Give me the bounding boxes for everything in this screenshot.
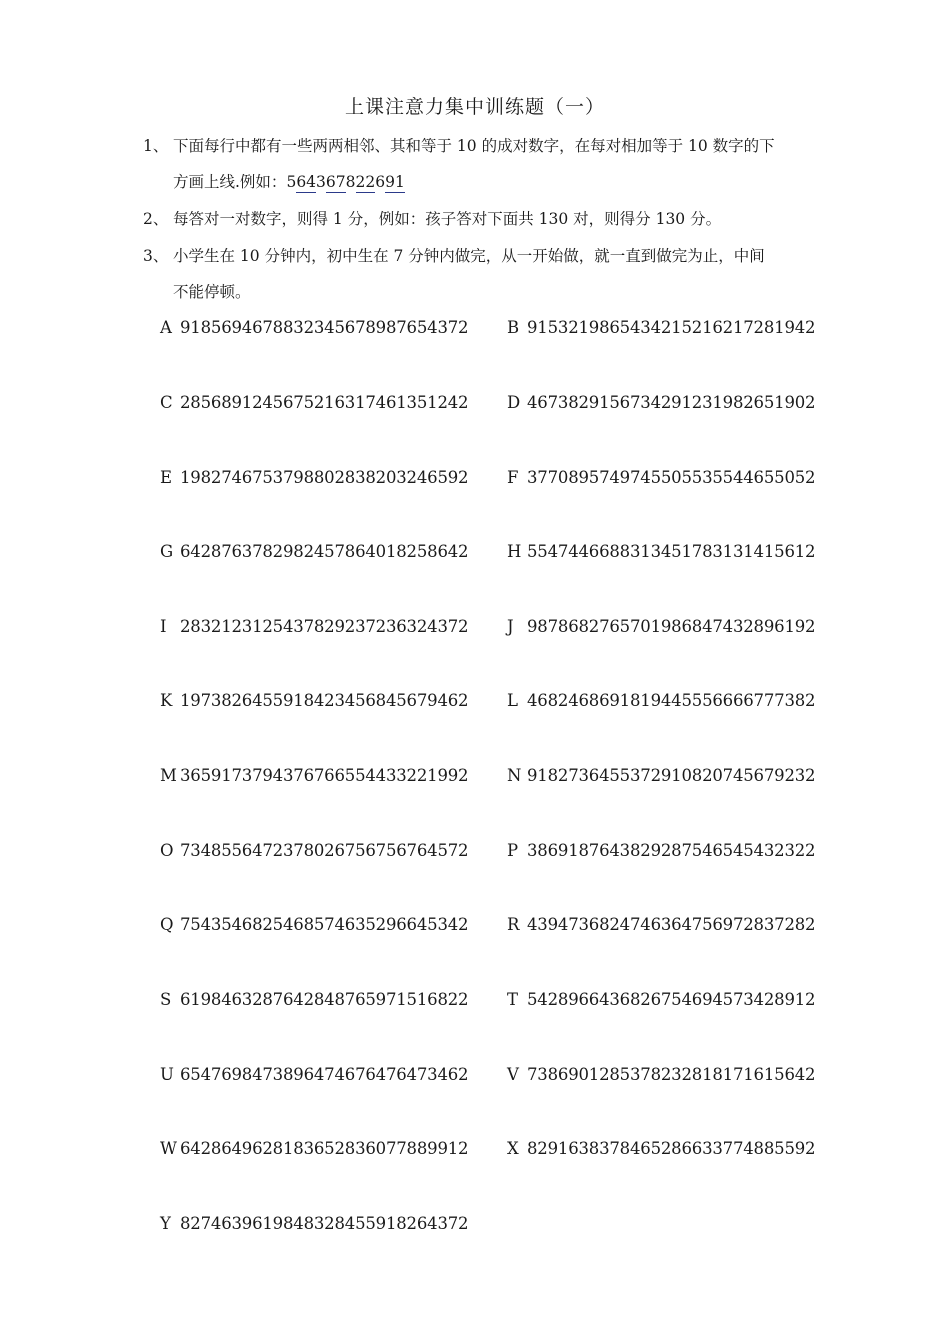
row-digits: 6198463287642848765971516822 (180, 990, 469, 1009)
row-digits: 2832123125437829237236324372 (180, 617, 469, 636)
row-digits: 5547446688313451783131415612 (527, 542, 816, 561)
instruction-2 (143, 201, 823, 237)
page-title: 上课注意力集中训练题（一） (344, 96, 605, 118)
digit-row-s (160, 990, 468, 1009)
row-letter: L (507, 691, 518, 710)
row-letter: B (507, 318, 519, 337)
row-digits: 7348556472378026756756764572 (180, 841, 469, 860)
digit-row-v (507, 1065, 815, 1084)
digit-row-d (507, 393, 815, 412)
instruction-text: 小学生在 10 分钟内，初中生在 7 分钟内做完，从一开始做，就一直到做完为止，中间 (173, 247, 765, 265)
row-letter: I (160, 617, 167, 636)
row-digits: 2856891245675216317461351242 (180, 393, 469, 412)
digit-row-j (507, 617, 815, 636)
row-letter: D (507, 393, 521, 412)
example-underlined-pair: 22 (355, 173, 376, 191)
row-digits: 1973826455918423456845679462 (180, 691, 469, 710)
row-letter: W (160, 1139, 177, 1158)
instruction-example-line (143, 164, 823, 200)
row-letter: C (160, 393, 173, 412)
row-digits: 3659173794376766554433221992 (180, 766, 469, 785)
example-digit: 6 (375, 173, 386, 191)
row-letter: O (160, 841, 174, 860)
row-digits: 4682468691819445556666777382 (527, 691, 816, 710)
row-digits: 1982746753798802838203246592 (180, 468, 469, 487)
digit-row-q (160, 915, 468, 934)
digit-row-o (160, 841, 468, 860)
row-letter: G (160, 542, 173, 561)
row-digits: 6547698473896474676476473462 (180, 1065, 469, 1084)
example-underlined-pair: 67 (325, 173, 346, 191)
row-letter: V (507, 1065, 519, 1084)
digit-row-e (160, 468, 468, 487)
digit-row-u (160, 1065, 468, 1084)
row-digits: 3869187643829287546545432322 (527, 841, 816, 860)
digit-row-x (507, 1139, 815, 1158)
instruction-text: 下面每行中都有一些两两相邻、其和等于 10 的成对数字，在每对相加等于 10 数字的下 (173, 137, 775, 155)
row-letter: P (507, 841, 518, 860)
example-digit: 8 (345, 173, 356, 191)
instruction-text: 每答对一对数字，则得 1 分，例如：孩子答对下面共 130 对，则得分 130 分。 (173, 210, 722, 228)
row-digits: 9153219865434215216217281942 (527, 318, 816, 337)
digit-row-c (160, 393, 468, 412)
example-underlined-pair: 91 (385, 173, 405, 191)
instruction-number: 1、 (143, 137, 169, 155)
instruction-1 (143, 128, 823, 200)
row-digits: 7386901285378232818171615642 (527, 1065, 816, 1084)
digit-row-m (160, 766, 468, 785)
digit-row-a (160, 318, 468, 337)
instruction-3 (143, 238, 823, 310)
row-letter: R (507, 915, 520, 934)
digit-row-n (507, 766, 815, 785)
digit-row-i (160, 617, 468, 636)
row-digits: 4394736824746364756972837282 (527, 915, 816, 934)
row-letter: J (507, 617, 514, 636)
row-digits: 8291638378465286633774885592 (527, 1139, 816, 1158)
instruction-text-continued: 不能停顿。 (173, 283, 251, 301)
digit-row-t (507, 990, 815, 1009)
row-letter: S (160, 990, 172, 1009)
row-letter: M (160, 766, 177, 785)
row-letter: T (507, 990, 518, 1009)
row-digits: 6428649628183652836077889912 (180, 1139, 469, 1158)
row-letter: E (160, 468, 172, 487)
example-digit: 3 (316, 173, 326, 191)
digit-row-p (507, 841, 815, 860)
row-digits: 9185694678832345678987654372 (180, 318, 469, 337)
row-letter: Y (160, 1214, 171, 1233)
example-digit: 5 (286, 173, 297, 191)
row-digits: 4673829156734291231982651902 (527, 393, 816, 412)
instruction-number: 2、 (143, 210, 169, 228)
digit-row-w (160, 1139, 468, 1158)
digit-row-h (507, 542, 815, 561)
row-digits: 6428763782982457864018258642 (180, 542, 469, 561)
row-digits: 9878682765701986847432896192 (527, 617, 816, 636)
digit-row-r (507, 915, 815, 934)
digit-row-y (160, 1214, 468, 1233)
row-digits: 9182736455372910820745679232 (527, 766, 816, 785)
row-letter: K (160, 691, 173, 710)
row-digits: 7543546825468574635296645342 (180, 915, 469, 934)
row-letter: F (507, 468, 519, 487)
digit-row-l (507, 691, 815, 710)
digit-row-k (160, 691, 468, 710)
digit-row-b (507, 318, 815, 337)
row-letter: Q (160, 915, 174, 934)
row-digits: 3770895749745505535544655052 (527, 468, 816, 487)
row-digits: 5428966436826754694573428912 (527, 990, 816, 1009)
instruction-number: 3、 (143, 247, 169, 265)
row-letter: U (160, 1065, 174, 1084)
row-letter: H (507, 542, 522, 561)
digit-row-g (160, 542, 468, 561)
digit-row-f (507, 468, 815, 487)
example-underlined-pair: 64 (296, 173, 317, 191)
row-letter: X (507, 1139, 519, 1158)
row-digits: 8274639619848328455918264372 (180, 1214, 469, 1233)
row-letter: N (507, 766, 522, 785)
example-prefix: 方画上线.例如： (173, 173, 287, 191)
row-letter: A (160, 318, 172, 337)
